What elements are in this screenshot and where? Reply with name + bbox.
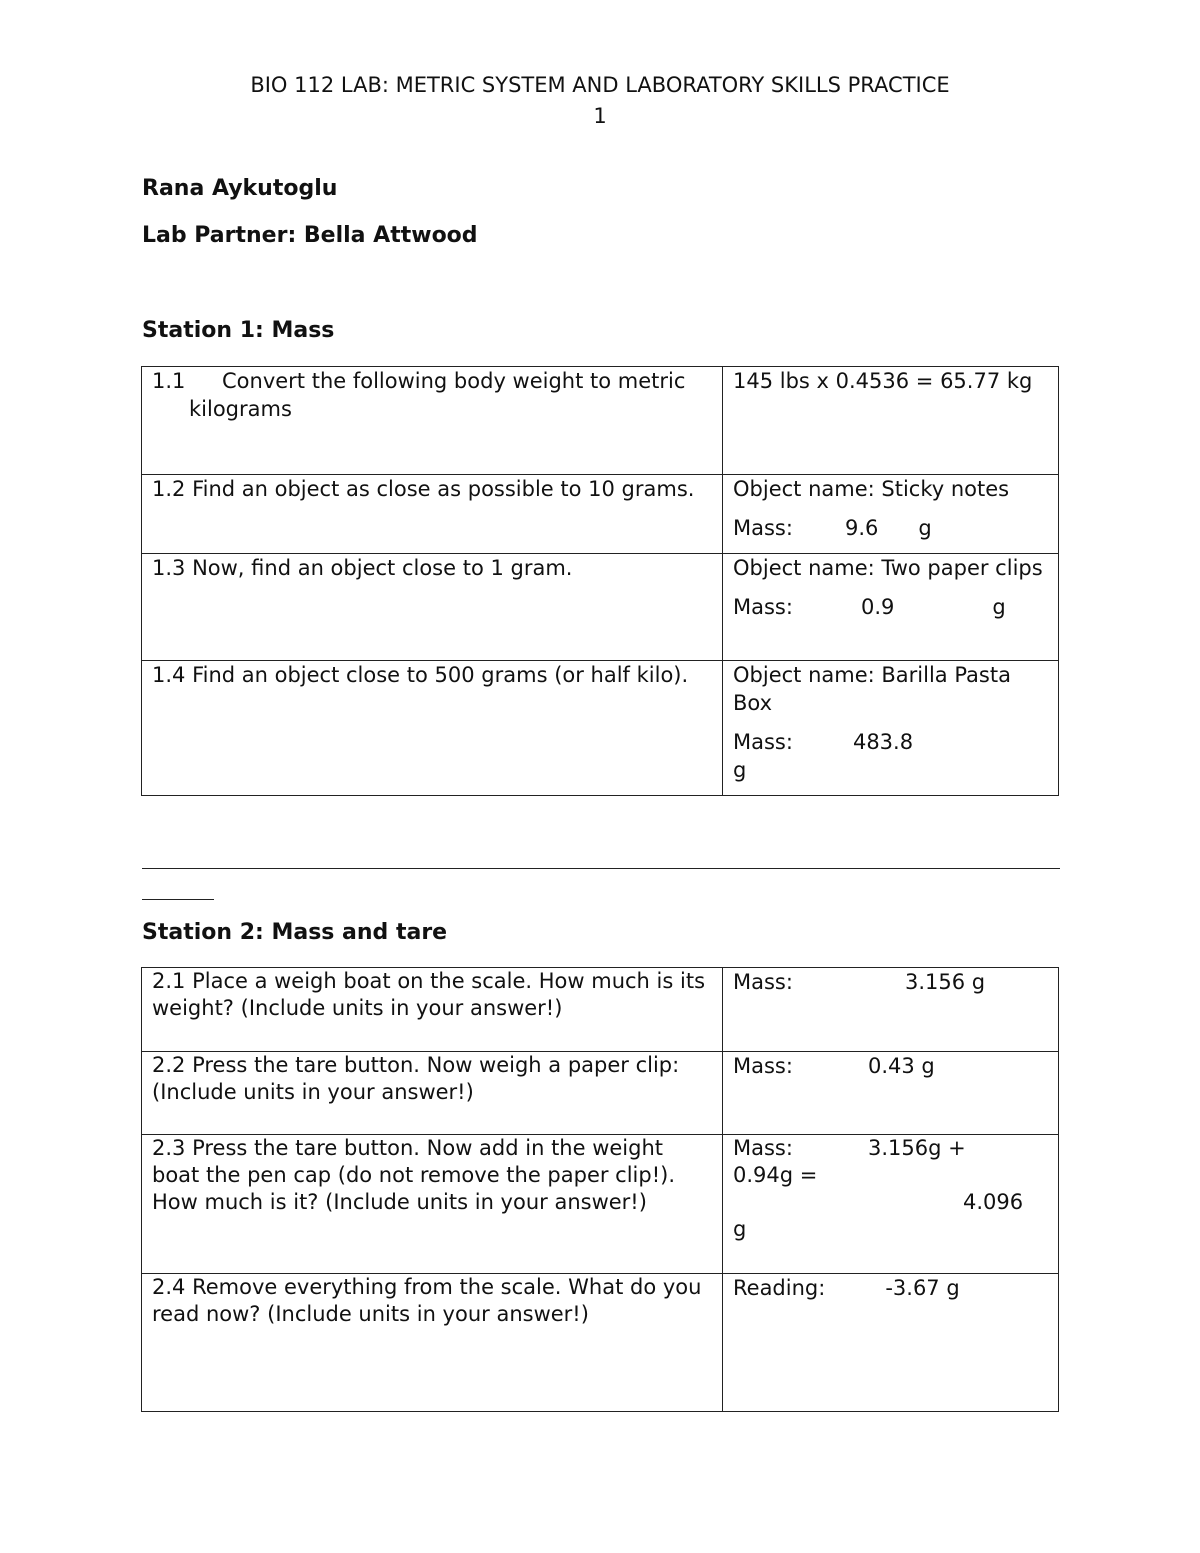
mass-label: Mass: [733,516,793,540]
section-divider-short [142,899,214,900]
table-row [142,554,1059,661]
mass-value: 9.6 [844,516,879,540]
mass-value: 0.94g = [733,1163,818,1187]
document-title: BIO 112 LAB: METRIC SYSTEM AND LABORATORY SKILLS PRACTICE [250,73,950,97]
station-2-table [141,967,1059,1412]
object-name: Object name: Sticky notes [733,477,1010,501]
answer-cell [723,554,1059,661]
table-row [142,475,1059,554]
mass-label: Mass: [733,1136,793,1160]
answer-cell [723,661,1059,796]
question-text: 2.4 Remove everything from the scale. What do you read now? (Include units in your answer!) [152,1275,702,1326]
answer-cell [723,367,1059,475]
table-row [142,661,1059,796]
station-1-heading: Station 1: Mass [142,318,335,343]
mass-total: 4.096 [963,1190,1024,1214]
object-name: Object name: Two paper clips [733,556,1043,580]
table-row [142,1274,1059,1412]
lab-partner: Lab Partner: Bella Attwood [142,223,478,248]
answer-cell [723,1052,1059,1135]
question-cell [142,968,723,1052]
question-cell [142,1135,723,1274]
table-row [142,1135,1059,1274]
mass-value: 0.9 [860,595,895,619]
mass-line [733,514,1048,542]
mass-value: 3.156g + [867,1136,966,1160]
mass-line [733,728,1048,784]
question-cell [142,367,723,475]
page-number: 1 [593,104,607,128]
answer-cell [723,968,1059,1052]
object-name: Object name: Barilla Pasta Box [733,663,1011,715]
reading-label: Reading: [733,1276,826,1300]
student-name: Rana Aykutoglu [142,176,338,201]
question-text: 2.1 Place a weigh boat on the scale. How much is its weight? (Include units in your answer!) [152,969,706,1020]
mass-unit: g [918,516,932,540]
mass-value: 483.8 [852,730,914,754]
mass-label: Mass: [733,1054,793,1078]
question-cell [142,661,723,796]
mass-unit: g [733,1217,747,1241]
question-cell [142,1274,723,1412]
mass-label: Mass: [733,970,793,994]
mass-label: Mass: [733,730,793,754]
answer-cell [723,1135,1059,1274]
question-text: 2.3 Press the tare button. Now add in the weight boat the pen cap (do not remove the paper clip!). How much is it? (Include units in your answer!) [152,1136,676,1214]
table-row [142,1052,1059,1135]
mass-line [733,593,1048,621]
question-text: Convert the following body weight to metric kilograms [189,369,686,421]
question-cell [142,475,723,554]
mass-unit: g [992,595,1006,619]
mass-value: 3.156 g [904,970,986,994]
question-cell [142,554,723,661]
answer-cell [723,1274,1059,1412]
answer-cell [723,475,1059,554]
mass-label: Mass: [733,595,793,619]
table-row [142,367,1059,475]
table-row [142,968,1059,1052]
station-2-heading: Station 2: Mass and tare [142,920,448,945]
answer-text: 145 lbs x 0.4536 = 65.77 kg [733,369,1033,393]
question-text: 1.4 Find an object close to 500 grams (or half kilo). [152,663,689,687]
question-text: 1.2 Find an object as close as possible to 10 grams. [152,477,695,501]
question-text: 2.2 Press the tare button. Now weigh a paper clip: (Include units in your answer!) [152,1053,680,1104]
question-cell [142,1052,723,1135]
mass-unit: g [733,758,747,782]
question-text: 1.3 Now, find an object close to 1 gram. [152,556,573,580]
question-number: 1.1 [152,369,186,393]
section-divider [142,868,1060,869]
station-1-table [141,366,1059,796]
page-header [0,70,1200,132]
mass-value: 0.43 g [867,1054,935,1078]
reading-value: -3.67 g [885,1276,960,1300]
